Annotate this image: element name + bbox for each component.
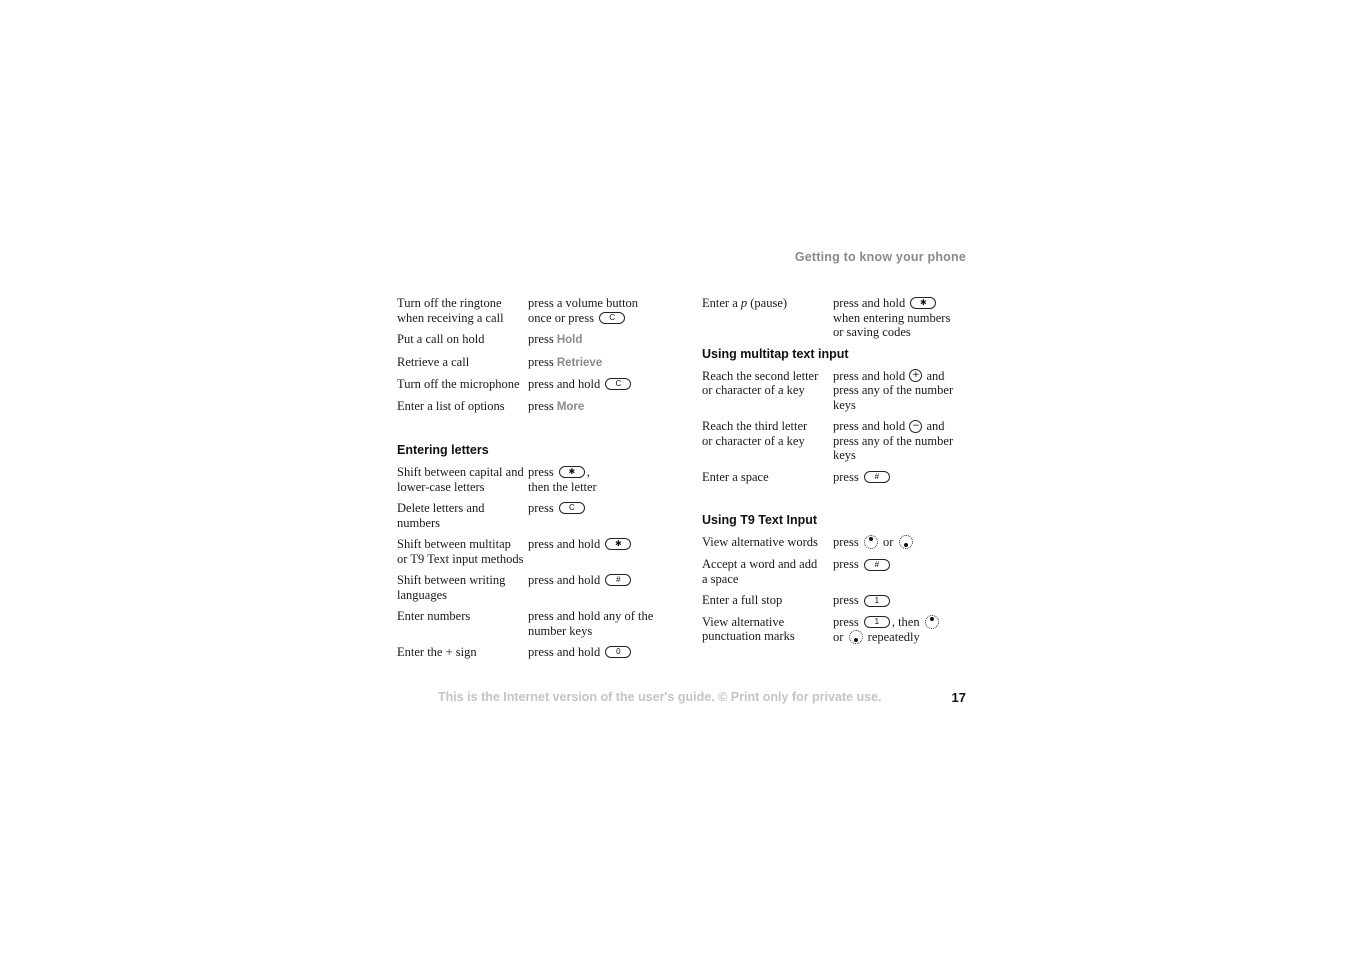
instruction-text: press # <box>833 470 972 485</box>
section-heading: Using T9 Text Input <box>702 513 818 528</box>
instruction-text: press C <box>528 501 687 530</box>
star-key-icon: ✱ <box>910 297 936 309</box>
table-row <box>702 593 972 608</box>
right-column <box>702 296 972 652</box>
table-row <box>702 615 972 645</box>
table-row <box>397 609 687 638</box>
table-row <box>702 419 972 463</box>
action-text: Put a call on hold <box>397 332 485 346</box>
instruction-text: press Hold <box>528 332 583 346</box>
plus-circle-icon: + <box>909 369 922 382</box>
table-row <box>702 557 972 586</box>
instruction-text: press ✱ , then the letter <box>528 465 597 494</box>
instruction-text: press and hold ✱ <box>528 537 687 566</box>
action-text: Reach the third letter or character of a key <box>702 419 808 448</box>
action-text: Enter numbers <box>397 609 471 623</box>
action-text: Delete letters and numbers <box>397 501 485 530</box>
star-key-icon: ✱ <box>605 538 631 550</box>
c-key-icon: C <box>559 502 585 514</box>
hash-key-icon: # <box>605 574 631 586</box>
table-row <box>397 465 687 494</box>
instruction-text: press 1 <box>833 593 972 608</box>
action-text: Shift between writing languages <box>397 573 506 602</box>
table-row <box>702 296 972 340</box>
footer-note: This is the Internet version of the user's guide. © Print only for private use. <box>438 690 882 704</box>
star-key-icon: ✱ <box>559 466 585 478</box>
table-row <box>397 355 687 371</box>
instruction-text: press and hold any of the number keys <box>528 609 654 638</box>
action-text: Shift between multitap or T9 Text input methods <box>397 537 524 566</box>
action-text: Enter a list of options <box>397 398 505 413</box>
action-text: Enter a space <box>702 469 769 484</box>
action-text: Enter the + sign <box>397 645 477 659</box>
page-number: 17 <box>951 690 966 705</box>
table-row <box>397 332 687 348</box>
table-row <box>397 377 687 392</box>
zero-key-icon: 0 <box>605 646 631 658</box>
softkey-label: Retrieve <box>556 356 603 369</box>
section-heading: Entering letters <box>397 443 489 457</box>
instruction-text: press or <box>833 535 972 550</box>
action-text: Enter a full stop <box>702 593 783 608</box>
action-text: Retrieve a call <box>397 354 470 369</box>
nav-up-icon <box>925 615 939 629</box>
action-text: Accept a word and add a space <box>702 557 818 586</box>
action-text: View alternative words <box>702 535 818 550</box>
table-row <box>702 369 972 413</box>
action-text: Turn off the ringtone when receiving a call <box>397 296 504 325</box>
table-row <box>702 535 972 550</box>
table-row <box>397 501 687 530</box>
instruction-text: press a volume button once or press C <box>528 296 639 325</box>
table-row <box>397 296 687 325</box>
instruction-text: press and hold + and press any of the number keys <box>833 368 954 412</box>
softkey-label: Hold <box>556 334 583 346</box>
instruction-text: press and hold C <box>528 377 687 392</box>
instruction-text: press Retrieve <box>528 354 603 369</box>
c-key-icon: C <box>599 312 625 324</box>
hash-key-icon: # <box>864 559 890 571</box>
one-key-icon: 1 <box>864 595 890 607</box>
instruction-text: press and hold ✱ when entering numbers or saving codes <box>833 296 951 339</box>
action-text: Enter a p (pause) <box>702 296 788 310</box>
instruction-text: press and hold 0 <box>528 645 687 660</box>
instruction-text: press and hold # <box>528 573 687 602</box>
table-row <box>397 645 687 660</box>
instruction-text: press 1 , then or repeatedly <box>833 615 972 645</box>
nav-down-icon <box>899 535 913 549</box>
table-row <box>397 399 687 415</box>
action-text: Reach the second letter or character of a key <box>702 368 819 397</box>
one-key-icon: 1 <box>864 616 890 628</box>
nav-up-icon <box>864 535 878 549</box>
action-text: Shift between capital and lower-case letters <box>397 465 524 494</box>
table-row <box>397 573 687 602</box>
nav-down-icon <box>849 630 863 644</box>
c-key-icon: C <box>605 378 631 390</box>
table-row <box>702 470 972 485</box>
action-text: Turn off the microphone <box>397 377 520 391</box>
table-row <box>397 537 687 566</box>
left-column <box>397 296 687 667</box>
section-heading: Using multitap text input <box>702 346 849 361</box>
action-text: View alternative punctuation marks <box>702 614 795 644</box>
instruction-text: press # <box>833 557 972 586</box>
instruction-text: press More <box>528 398 585 413</box>
softkey-label: More <box>556 400 585 413</box>
hash-key-icon: # <box>864 471 890 483</box>
instruction-text: press and hold − and press any of the number keys <box>833 419 954 463</box>
minus-circle-icon: − <box>909 420 922 433</box>
page-header: Getting to know your phone <box>794 250 966 264</box>
